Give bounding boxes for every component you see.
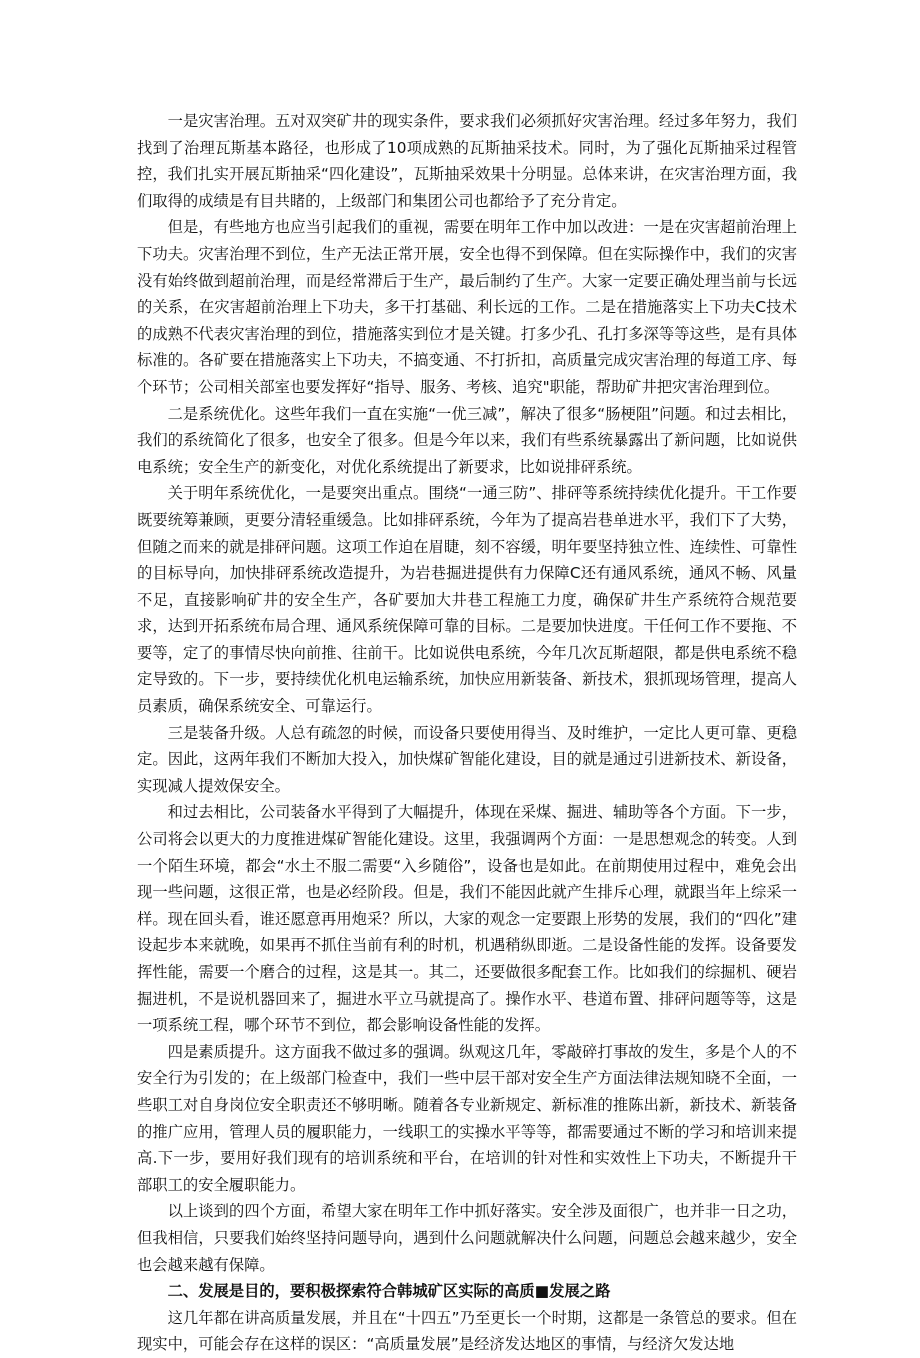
paragraph-improvements: 但是，有些地方也应当引起我们的重视，需要在明年工作中加以改进：一是在灾害超前治理上下功夫。灾害治理不到位，生产无法正常开展，安全也得不到保障。但在实际操作中，我们的灾害没有始终做到超前治理，而是经常滞后于生产，最后制约了生产。大家一定要正确处理当前与长远的关系，在灾害超前治理上下功夫，多干打基础、利长远的工作。二是在措施落实上下功夫C技术的成熟不代表灾害治理的到位，措施落实到位才是关键。打多少孔、孔打多深等等这些，是有具体标准的。各矿要在措施落实上下功夫，不搞变通、不打折扣，高质量完成灾害治理的每道工序、每个环节；公司相关部室也要发挥好“指导、服务、考核、追究"职能，帮助矿井把灾害治理到位。 <box>137 218 797 396</box>
paragraph-equipment-level: 和过去相比，公司装备水平得到了大幅提升，体现在采煤、掘进、辅助等各个方面。下一步，公司将会以更大的力度推进煤矿智能化建设。这里，我强调两个方面：一是思想观念的转变。人到一个陌生环境，都会“水土不服二需要“入乡随俗”，设备也是如此。在前期使用过程中，难免会出现一些问题，这很正常，也是必经阶段。但是，我们不能因此就产生排斥心理，就跟当年上综采一样。现在回头看，谁还愿意再用炮采？所以，大家的观念一定要跟上形势的发展，我们的“四化”建设起步本来就晚，如果再不抓住当前有利的时机，机遇稍纵即逝。二是设备性能的发挥。设备要发挥性能，需要一个磨合的过程，这是其一。其二，还要做很多配套工作。比如我们的综掘机、硬岩掘进机，不是说机器回来了，掘进水平立马就提高了。操作水平、巷道布置、排砰问题等等，这是一项系统工程，哪个环节不到位，都会影响设备性能的发挥。 <box>137 803 797 1035</box>
paragraph-high-quality-development: 这几年都在讲高质量发展，并且在“十四五”乃至更长一个时期，这都是一条管总的要求。但在现实中，可能会存在这样的误区：“高质量发展”是经济发达地区的事情，与经济欠发达地 <box>137 1308 797 1354</box>
document-page <box>137 108 797 1358</box>
section-heading: 二、发展是目的，要积极探索符合韩城矿区实际的高质■发展之路 <box>167 1282 611 1301</box>
paragraph-quality-improvement: 四是素质提升。这方面我不做过多的强调。纵观这几年，零敲碎打事故的发生，多是个人的不安全行为引发的；在上级部门检查中，我们一些中层干部对安全生产方面法律法规知晓不全面，一些职工对自身岗位安全职责还不够明晰。随着各专业新规定、新标准的推陈出新，新技术、新装备的推广应用，管理人员的履职能力，一线职工的实操水平等等，都需要通过不断的学习和培训来提高.下一步，要用好我们现有的培训系统和平台，在培训的针对性和实效性上下功夫，不断提升干部职工的安全履职能力。 <box>137 1042 797 1194</box>
paragraph-equipment-upgrade: 三是装备升级。人总有疏忽的时候，而设备只要使用得当、及时维护，一定比人更可靠、更稳定。因此，这两年我们不断加大投入，加快煤矿智能化建设，目的就是通过引进新技术、新设备，实现减人提效保安全。 <box>137 723 797 795</box>
paragraph-disaster-control: 一是灾害治理。五对双突矿井的现实条件，要求我们必须抓好灾害治理。经过多年努力，我们找到了治理瓦斯基本路径，也形成了10项成熟的瓦斯抽采技术。同时，为了强化瓦斯抽采过程管控，我们扎实开展瓦斯抽采“四化建设”，瓦斯抽采效果十分明显。总体来讲，在灾害治理方面，我们取得的成绩是有目共睹的，上级部门和集团公司也都给予了充分肯定。 <box>137 112 797 210</box>
paragraph-next-year-optimization: 关于明年系统优化，一是要突出重点。围绕“一通三防”、排砰等系统持续优化提升。干工作要既要统筹兼顾，更要分清轻重缓急。比如排砰系统，今年为了提高岩巷单进水平，我们下了大势，但随之而来的就是排砰问题。这项工作迫在眉睫，刻不容缓，明年要坚持独立性、连续性、可靠性的目标导向，加快排砰系统改造提升，为岩巷掘进提供有力保障C还有通风系统，通风不畅、风量不足，直接影响矿井的安全生产，各矿要加大井巷工程施工力度，确保矿井生产系统符合规范要求，达到开拓系统布局合理、通风系统保障可靠的目标。二是要加快进度。干任何工作不要拖、不要等，定了的事情尽快向前推、往前干。比如说供电系统，今年几次瓦斯超限，都是供电系统不稳定导致的。下一步，要持续优化机电运输系统，加快应用新装备、新技术，狠抓现场管理，提高人员素质，确保系统安全、可靠运行。 <box>137 484 797 716</box>
paragraph-system-optimization: 二是系统优化。这些年我们一直在实施“一优三减”，解决了很多“肠梗阻”问题。和过去相比，我们的系统简化了很多，也安全了很多。但是今年以来，我们有些系统暴露出了新问题，比如说供电系统；安全生产的新变化，对优化系统提出了新要求，比如说排砰系统。 <box>137 404 797 476</box>
paragraph-summary: 以上谈到的四个方面，希望大家在明年工作中抓好落实。安全涉及面很广，也并非一日之功，但我相信，只要我们始终坚持问题导向，遇到什么问题就解决什么问题，问题总会越来越少，安全也会越来越有保障。 <box>137 1202 797 1274</box>
